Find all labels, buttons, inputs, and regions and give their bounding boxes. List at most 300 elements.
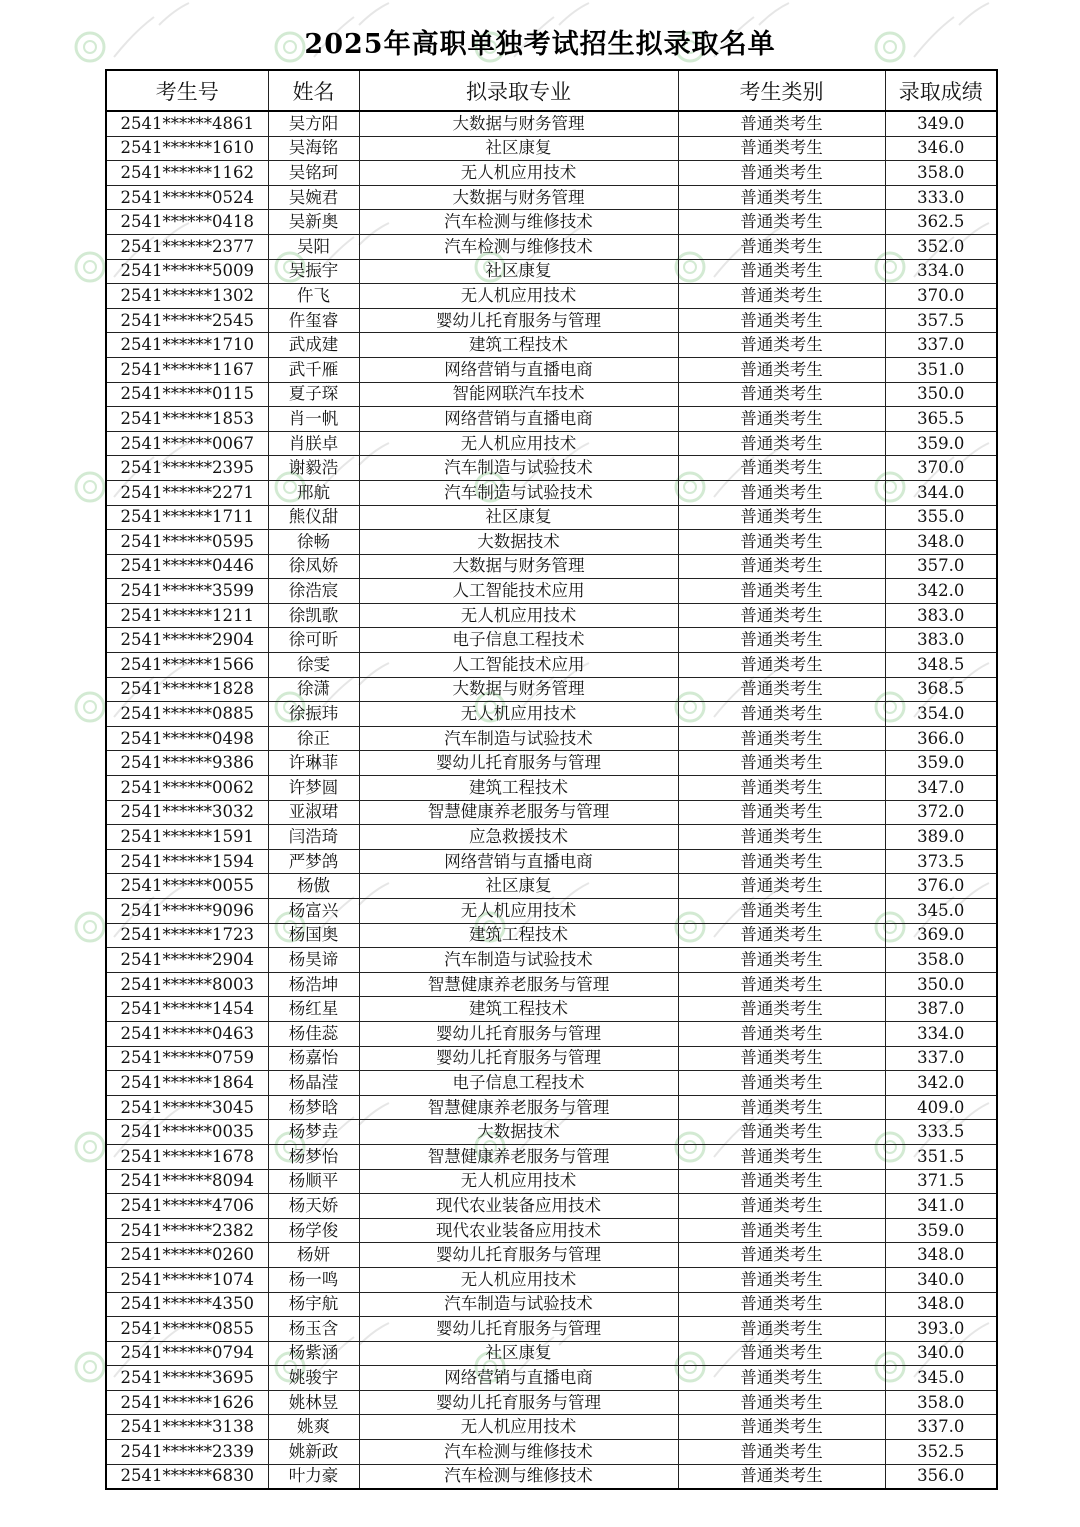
- name-cell: 闫浩琦: [268, 825, 359, 850]
- category-cell: 普通类考生: [678, 1440, 885, 1465]
- column-header-score: 录取成绩: [885, 70, 997, 111]
- exam-id-cell: 2541******5009: [106, 259, 268, 284]
- score-cell: 387.0: [885, 997, 997, 1022]
- name-cell: 杨梦垚: [268, 1120, 359, 1145]
- category-cell: 普通类考生: [678, 1218, 885, 1243]
- major-cell: 婴幼儿托育服务与管理: [359, 1317, 678, 1342]
- page-title: 2025年高职单独考试招生拟录取名单: [304, 29, 776, 60]
- name-cell: 吴阳: [268, 234, 359, 259]
- name-cell: 徐凯歌: [268, 603, 359, 628]
- table-row: [106, 1341, 997, 1366]
- exam-id-cell: 2541******1626: [106, 1390, 268, 1415]
- name-cell: 杨妍: [268, 1243, 359, 1268]
- table-row: [106, 579, 997, 604]
- table-row: [106, 849, 997, 874]
- score-cell: 366.0: [885, 726, 997, 751]
- exam-id-cell: 2541******1566: [106, 653, 268, 678]
- score-cell: 337.0: [885, 1415, 997, 1440]
- major-cell: 电子信息工程技术: [359, 1071, 678, 1096]
- category-cell: 普通类考生: [678, 333, 885, 358]
- table-row: [106, 1415, 997, 1440]
- name-cell: 武成建: [268, 333, 359, 358]
- exam-id-cell: 2541******8003: [106, 972, 268, 997]
- name-cell: 熊仪甜: [268, 505, 359, 530]
- score-cell: 340.0: [885, 1341, 997, 1366]
- exam-id-cell: 2541******6830: [106, 1464, 268, 1489]
- table-row: [106, 136, 997, 161]
- score-cell: 393.0: [885, 1317, 997, 1342]
- table-row: [106, 530, 997, 555]
- score-cell: 370.0: [885, 284, 997, 309]
- major-cell: 汽车检测与维修技术: [359, 1440, 678, 1465]
- major-cell: 建筑工程技术: [359, 997, 678, 1022]
- name-cell: 许梦圆: [268, 776, 359, 801]
- exam-id-cell: 2541******0595: [106, 530, 268, 555]
- major-cell: 电子信息工程技术: [359, 628, 678, 653]
- score-cell: 351.5: [885, 1144, 997, 1169]
- exam-id-cell: 2541******0855: [106, 1317, 268, 1342]
- exam-id-cell: 2541******0062: [106, 776, 268, 801]
- table-body: [106, 111, 997, 1489]
- exam-id-cell: 2541******2904: [106, 948, 268, 973]
- score-cell: 345.0: [885, 1366, 997, 1391]
- score-cell: 341.0: [885, 1194, 997, 1219]
- exam-id-cell: 2541******3045: [106, 1095, 268, 1120]
- exam-id-cell: 2541******1302: [106, 284, 268, 309]
- name-cell: 杨嘉怡: [268, 1046, 359, 1071]
- name-cell: 徐正: [268, 726, 359, 751]
- category-cell: 普通类考生: [678, 972, 885, 997]
- score-cell: 346.0: [885, 136, 997, 161]
- major-cell: 汽车制造与试验技术: [359, 1292, 678, 1317]
- table-row: [106, 1390, 997, 1415]
- table-row: [106, 111, 997, 136]
- major-cell: 汽车制造与试验技术: [359, 480, 678, 505]
- major-cell: 无人机应用技术: [359, 1169, 678, 1194]
- category-cell: 普通类考生: [678, 1317, 885, 1342]
- major-cell: 建筑工程技术: [359, 923, 678, 948]
- exam-id-cell: 2541******0260: [106, 1243, 268, 1268]
- table-row: [106, 677, 997, 702]
- table-row: [106, 480, 997, 505]
- category-cell: 普通类考生: [678, 1120, 885, 1145]
- exam-id-cell: 2541******1211: [106, 603, 268, 628]
- name-cell: 吴方阳: [268, 111, 359, 136]
- score-cell: 344.0: [885, 480, 997, 505]
- name-cell: 杨天娇: [268, 1194, 359, 1219]
- name-cell: 肖一帆: [268, 407, 359, 432]
- score-cell: 359.0: [885, 1218, 997, 1243]
- table-row: [106, 899, 997, 924]
- exam-id-cell: 2541******1853: [106, 407, 268, 432]
- table-row: [106, 726, 997, 751]
- score-cell: 340.0: [885, 1267, 997, 1292]
- exam-id-cell: 2541******0115: [106, 382, 268, 407]
- name-cell: 吴婉君: [268, 185, 359, 210]
- name-cell: 徐可昕: [268, 628, 359, 653]
- score-cell: 333.0: [885, 185, 997, 210]
- score-cell: 368.5: [885, 677, 997, 702]
- score-cell: 365.5: [885, 407, 997, 432]
- major-cell: 智慧健康养老服务与管理: [359, 1144, 678, 1169]
- name-cell: 徐潇: [268, 677, 359, 702]
- table-row: [106, 185, 997, 210]
- major-cell: 网络营销与直播电商: [359, 849, 678, 874]
- name-cell: 姚骏宇: [268, 1366, 359, 1391]
- score-cell: 342.0: [885, 579, 997, 604]
- table-row: [106, 1317, 997, 1342]
- exam-id-cell: 2541******0498: [106, 726, 268, 751]
- category-cell: 普通类考生: [678, 308, 885, 333]
- exam-id-cell: 2541******1074: [106, 1267, 268, 1292]
- table-row: [106, 603, 997, 628]
- category-cell: 普通类考生: [678, 234, 885, 259]
- table-row: [106, 284, 997, 309]
- table-row: [106, 1021, 997, 1046]
- category-cell: 普通类考生: [678, 702, 885, 727]
- exam-id-cell: 2541******2382: [106, 1218, 268, 1243]
- category-cell: 普通类考生: [678, 997, 885, 1022]
- name-cell: 杨学俊: [268, 1218, 359, 1243]
- major-cell: 汽车制造与试验技术: [359, 948, 678, 973]
- score-cell: 352.0: [885, 234, 997, 259]
- category-cell: 普通类考生: [678, 579, 885, 604]
- category-cell: 普通类考生: [678, 1021, 885, 1046]
- name-cell: 吴振宇: [268, 259, 359, 284]
- exam-id-cell: 2541******4706: [106, 1194, 268, 1219]
- exam-id-cell: 2541******0418: [106, 210, 268, 235]
- exam-id-cell: 2541******8094: [106, 1169, 268, 1194]
- major-cell: 现代农业装备应用技术: [359, 1194, 678, 1219]
- name-cell: 仵飞: [268, 284, 359, 309]
- score-cell: 345.0: [885, 899, 997, 924]
- name-cell: 夏子琛: [268, 382, 359, 407]
- category-cell: 普通类考生: [678, 1292, 885, 1317]
- score-cell: 349.0: [885, 111, 997, 136]
- category-cell: 普通类考生: [678, 653, 885, 678]
- table-row: [106, 1169, 997, 1194]
- exam-id-cell: 2541******3032: [106, 800, 268, 825]
- major-cell: 无人机应用技术: [359, 1415, 678, 1440]
- table-row: [106, 948, 997, 973]
- score-cell: 350.0: [885, 382, 997, 407]
- name-cell: 杨佳蕊: [268, 1021, 359, 1046]
- category-cell: 普通类考生: [678, 111, 885, 136]
- category-cell: 普通类考生: [678, 825, 885, 850]
- category-cell: 普通类考生: [678, 480, 885, 505]
- score-cell: 333.5: [885, 1120, 997, 1145]
- exam-id-cell: 2541******1723: [106, 923, 268, 948]
- exam-id-cell: 2541******0524: [106, 185, 268, 210]
- exam-id-cell: 2541******2271: [106, 480, 268, 505]
- major-cell: 现代农业装备应用技术: [359, 1218, 678, 1243]
- major-cell: 婴幼儿托育服务与管理: [359, 308, 678, 333]
- name-cell: 杨一鸣: [268, 1267, 359, 1292]
- category-cell: 普通类考生: [678, 530, 885, 555]
- major-cell: 社区康复: [359, 874, 678, 899]
- score-cell: 351.0: [885, 357, 997, 382]
- category-cell: 普通类考生: [678, 603, 885, 628]
- major-cell: 无人机应用技术: [359, 702, 678, 727]
- table-row: [106, 874, 997, 899]
- category-cell: 普通类考生: [678, 136, 885, 161]
- exam-id-cell: 2541******1678: [106, 1144, 268, 1169]
- score-cell: 383.0: [885, 628, 997, 653]
- category-cell: 普通类考生: [678, 505, 885, 530]
- table-row: [106, 1120, 997, 1145]
- name-cell: 杨浩坤: [268, 972, 359, 997]
- table-row: [106, 972, 997, 997]
- name-cell: 徐浩宸: [268, 579, 359, 604]
- category-cell: 普通类考生: [678, 849, 885, 874]
- major-cell: 汽车制造与试验技术: [359, 456, 678, 481]
- admission-table: [105, 69, 998, 1490]
- table-row: [106, 554, 997, 579]
- category-cell: 普通类考生: [678, 357, 885, 382]
- score-cell: 369.0: [885, 923, 997, 948]
- category-cell: 普通类考生: [678, 161, 885, 186]
- score-cell: 356.0: [885, 1464, 997, 1489]
- major-cell: 人工智能技术应用: [359, 653, 678, 678]
- exam-id-cell: 2541******1591: [106, 825, 268, 850]
- name-cell: 吴海铭: [268, 136, 359, 161]
- table-row: [106, 308, 997, 333]
- score-cell: 373.5: [885, 849, 997, 874]
- major-cell: 婴幼儿托育服务与管理: [359, 751, 678, 776]
- category-cell: 普通类考生: [678, 776, 885, 801]
- major-cell: 社区康复: [359, 505, 678, 530]
- score-cell: 358.0: [885, 1390, 997, 1415]
- table-row: [106, 1292, 997, 1317]
- table-row: [106, 234, 997, 259]
- major-cell: 社区康复: [359, 136, 678, 161]
- score-cell: 370.0: [885, 456, 997, 481]
- table-row: [106, 702, 997, 727]
- name-cell: 杨晶滢: [268, 1071, 359, 1096]
- exam-id-cell: 2541******9386: [106, 751, 268, 776]
- category-cell: 普通类考生: [678, 677, 885, 702]
- category-cell: 普通类考生: [678, 948, 885, 973]
- major-cell: 智慧健康养老服务与管理: [359, 972, 678, 997]
- score-cell: 342.0: [885, 1071, 997, 1096]
- category-cell: 普通类考生: [678, 628, 885, 653]
- major-cell: 智慧健康养老服务与管理: [359, 1095, 678, 1120]
- score-cell: 371.5: [885, 1169, 997, 1194]
- score-cell: 358.0: [885, 948, 997, 973]
- table-row: [106, 161, 997, 186]
- major-cell: 无人机应用技术: [359, 431, 678, 456]
- table-row: [106, 1071, 997, 1096]
- category-cell: 普通类考生: [678, 407, 885, 432]
- table-row: [106, 1366, 997, 1391]
- category-cell: 普通类考生: [678, 431, 885, 456]
- score-cell: 357.5: [885, 308, 997, 333]
- exam-id-cell: 2541******0885: [106, 702, 268, 727]
- table-header-row: [106, 70, 997, 111]
- exam-id-cell: 2541******2339: [106, 1440, 268, 1465]
- major-cell: 婴幼儿托育服务与管理: [359, 1243, 678, 1268]
- name-cell: 杨国奥: [268, 923, 359, 948]
- name-cell: 许琳菲: [268, 751, 359, 776]
- table-row: [106, 1095, 997, 1120]
- major-cell: 网络营销与直播电商: [359, 407, 678, 432]
- major-cell: 无人机应用技术: [359, 603, 678, 628]
- table-row: [106, 776, 997, 801]
- exam-id-cell: 2541******9096: [106, 899, 268, 924]
- score-cell: 348.0: [885, 1243, 997, 1268]
- major-cell: 人工智能技术应用: [359, 579, 678, 604]
- table-row: [106, 1267, 997, 1292]
- category-cell: 普通类考生: [678, 1071, 885, 1096]
- score-cell: 359.0: [885, 431, 997, 456]
- exam-id-cell: 2541******3138: [106, 1415, 268, 1440]
- category-cell: 普通类考生: [678, 874, 885, 899]
- name-cell: 徐振玮: [268, 702, 359, 727]
- name-cell: 徐雯: [268, 653, 359, 678]
- name-cell: 杨傲: [268, 874, 359, 899]
- name-cell: 吴铭珂: [268, 161, 359, 186]
- name-cell: 姚爽: [268, 1415, 359, 1440]
- table-row: [106, 1440, 997, 1465]
- exam-id-cell: 2541******1711: [106, 505, 268, 530]
- major-cell: 汽车检测与维修技术: [359, 210, 678, 235]
- name-cell: 仵玺睿: [268, 308, 359, 333]
- major-cell: 汽车制造与试验技术: [359, 726, 678, 751]
- name-cell: 杨红星: [268, 997, 359, 1022]
- score-cell: 352.5: [885, 1440, 997, 1465]
- major-cell: 大数据技术: [359, 530, 678, 555]
- category-cell: 普通类考生: [678, 1095, 885, 1120]
- name-cell: 杨富兴: [268, 899, 359, 924]
- category-cell: 普通类考生: [678, 1267, 885, 1292]
- major-cell: 婴幼儿托育服务与管理: [359, 1021, 678, 1046]
- score-cell: 383.0: [885, 603, 997, 628]
- table-row: [106, 1194, 997, 1219]
- score-cell: 358.0: [885, 161, 997, 186]
- major-cell: 无人机应用技术: [359, 161, 678, 186]
- major-cell: 大数据与财务管理: [359, 677, 678, 702]
- exam-id-cell: 2541******4861: [106, 111, 268, 136]
- name-cell: 杨梦晗: [268, 1095, 359, 1120]
- exam-id-cell: 2541******2395: [106, 456, 268, 481]
- name-cell: 杨紫涵: [268, 1341, 359, 1366]
- category-cell: 普通类考生: [678, 1194, 885, 1219]
- category-cell: 普通类考生: [678, 800, 885, 825]
- name-cell: 杨玉含: [268, 1317, 359, 1342]
- name-cell: 谢毅浩: [268, 456, 359, 481]
- score-cell: 409.0: [885, 1095, 997, 1120]
- score-cell: 334.0: [885, 259, 997, 284]
- name-cell: 吴新奥: [268, 210, 359, 235]
- major-cell: 大数据与财务管理: [359, 111, 678, 136]
- exam-id-cell: 2541******0463: [106, 1021, 268, 1046]
- exam-id-cell: 2541******0794: [106, 1341, 268, 1366]
- score-cell: 372.0: [885, 800, 997, 825]
- major-cell: 智慧健康养老服务与管理: [359, 800, 678, 825]
- exam-id-cell: 2541******0067: [106, 431, 268, 456]
- exam-id-cell: 2541******2545: [106, 308, 268, 333]
- category-cell: 普通类考生: [678, 899, 885, 924]
- name-cell: 姚林昱: [268, 1390, 359, 1415]
- category-cell: 普通类考生: [678, 210, 885, 235]
- column-header-name: 姓名: [268, 70, 359, 111]
- score-cell: 376.0: [885, 874, 997, 899]
- major-cell: 智能网联汽车技术: [359, 382, 678, 407]
- table-row: [106, 1144, 997, 1169]
- score-cell: 348.0: [885, 1292, 997, 1317]
- table-row: [106, 407, 997, 432]
- table-row: [106, 1046, 997, 1071]
- score-cell: 389.0: [885, 825, 997, 850]
- exam-id-cell: 2541******1454: [106, 997, 268, 1022]
- table-row: [106, 923, 997, 948]
- exam-id-cell: 2541******1610: [106, 136, 268, 161]
- score-cell: 350.0: [885, 972, 997, 997]
- major-cell: 婴幼儿托育服务与管理: [359, 1390, 678, 1415]
- table-row: [106, 653, 997, 678]
- category-cell: 普通类考生: [678, 726, 885, 751]
- column-header-major: 拟录取专业: [359, 70, 678, 111]
- category-cell: 普通类考生: [678, 1390, 885, 1415]
- name-cell: 邢航: [268, 480, 359, 505]
- exam-id-cell: 2541******1162: [106, 161, 268, 186]
- category-cell: 普通类考生: [678, 554, 885, 579]
- major-cell: 网络营销与直播电商: [359, 1366, 678, 1391]
- score-cell: 348.0: [885, 530, 997, 555]
- score-cell: 357.0: [885, 554, 997, 579]
- exam-id-cell: 2541******1710: [106, 333, 268, 358]
- score-cell: 354.0: [885, 702, 997, 727]
- category-cell: 普通类考生: [678, 1144, 885, 1169]
- exam-id-cell: 2541******1864: [106, 1071, 268, 1096]
- category-cell: 普通类考生: [678, 382, 885, 407]
- table-row: [106, 825, 997, 850]
- table-row: [106, 505, 997, 530]
- score-cell: 359.0: [885, 751, 997, 776]
- name-cell: 杨昊谛: [268, 948, 359, 973]
- table-row: [106, 751, 997, 776]
- category-cell: 普通类考生: [678, 1243, 885, 1268]
- exam-id-cell: 2541******0055: [106, 874, 268, 899]
- table-row: [106, 997, 997, 1022]
- table-row: [106, 431, 997, 456]
- major-cell: 大数据与财务管理: [359, 554, 678, 579]
- table-row: [106, 800, 997, 825]
- category-cell: 普通类考生: [678, 259, 885, 284]
- exam-id-cell: 2541******2377: [106, 234, 268, 259]
- major-cell: 婴幼儿托育服务与管理: [359, 1046, 678, 1071]
- major-cell: 大数据与财务管理: [359, 185, 678, 210]
- name-cell: 叶力豪: [268, 1464, 359, 1489]
- exam-id-cell: 2541******2904: [106, 628, 268, 653]
- name-cell: 徐畅: [268, 530, 359, 555]
- score-cell: 337.0: [885, 333, 997, 358]
- table-row: [106, 456, 997, 481]
- major-cell: 无人机应用技术: [359, 1267, 678, 1292]
- major-cell: 建筑工程技术: [359, 333, 678, 358]
- category-cell: 普通类考生: [678, 1366, 885, 1391]
- exam-id-cell: 2541******1594: [106, 849, 268, 874]
- name-cell: 杨顺平: [268, 1169, 359, 1194]
- column-header-exam-id: 考生号: [106, 70, 268, 111]
- name-cell: 徐凤娇: [268, 554, 359, 579]
- exam-id-cell: 2541******1167: [106, 357, 268, 382]
- category-cell: 普通类考生: [678, 456, 885, 481]
- table-row: [106, 357, 997, 382]
- major-cell: 无人机应用技术: [359, 899, 678, 924]
- score-cell: 355.0: [885, 505, 997, 530]
- exam-id-cell: 2541******0035: [106, 1120, 268, 1145]
